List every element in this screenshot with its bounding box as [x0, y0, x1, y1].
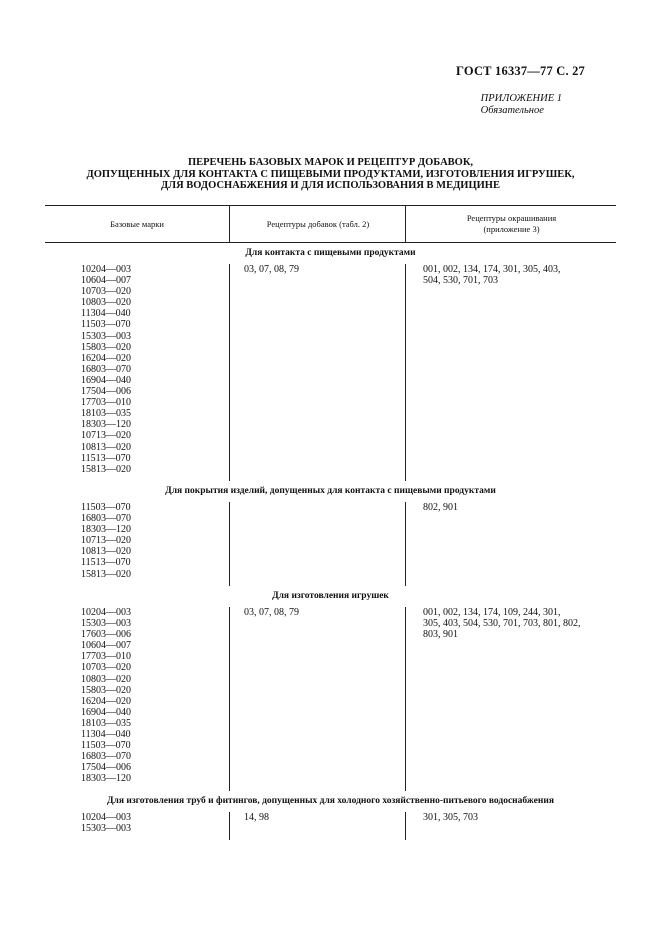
- base-grades-cell: [81, 812, 221, 834]
- section-title: Для контакта с пищевыми продуктами: [245, 248, 416, 258]
- header-additives: [229, 206, 406, 242]
- table-cell-line: 305, 403, 504, 530, 701, 703, 801, 802,: [423, 618, 581, 630]
- header-base-grades-label: Базовые марки: [110, 218, 164, 229]
- table-cell-line: 18303—120: [81, 419, 131, 431]
- column-divider: [229, 607, 230, 791]
- table-cell-line: 15803—020: [81, 684, 131, 696]
- table-cell-line: 17504—006: [81, 762, 131, 774]
- column-divider: [405, 502, 406, 586]
- title-line-1: ПЕРЕЧЕНЬ БАЗОВЫХ МАРОК И РЕЦЕПТУР ДОБАВОК,: [187, 157, 474, 168]
- coloring-cell: [423, 502, 609, 513]
- grades-table: [45, 205, 616, 840]
- table-cell-line: 16803—070: [81, 513, 131, 525]
- table-cell-line: 10813—020: [81, 546, 131, 558]
- table-body: [45, 246, 616, 840]
- table-cell-line: 17703—010: [81, 651, 131, 663]
- table-cell-line: 15303—003: [81, 823, 131, 835]
- document-code: ГОСТ 16337—77 С. 27: [456, 64, 585, 78]
- table-cell-line: 16904—040: [81, 374, 131, 386]
- base-grades-cell: [81, 607, 221, 785]
- table-cell-line: 11503—070: [81, 319, 131, 331]
- header-base-grades: [45, 206, 229, 242]
- coloring-cell: [423, 607, 609, 640]
- column-divider: [229, 264, 230, 481]
- table-cell-line: 03, 07, 08, 79: [244, 264, 299, 275]
- table-cell-line: 15813—020: [81, 463, 131, 475]
- header-additives-label: Рецептуры добавок (табл. 2): [266, 218, 370, 229]
- base-grades-cell: [81, 502, 221, 580]
- table-cell-line: 14, 98: [244, 812, 269, 823]
- table-cell-line: 803, 901: [423, 629, 458, 641]
- table-cell-line: 17703—010: [81, 397, 131, 409]
- header-coloring-note: (приложение 3): [483, 224, 540, 234]
- table-cell-line: 03, 07, 08, 79: [244, 607, 299, 618]
- section-title: Для изготовления игрушек: [272, 591, 389, 601]
- page-title: [40, 157, 621, 192]
- section-body: [45, 502, 616, 586]
- column-divider: [229, 812, 230, 840]
- table-cell-line: 10803—020: [81, 673, 131, 685]
- table-header: [45, 205, 616, 243]
- table-cell-line: 10813—020: [81, 441, 131, 453]
- table-cell-line: 11304—040: [81, 308, 131, 320]
- coloring-cell: [423, 264, 609, 286]
- table-cell-line: 11513—070: [81, 452, 131, 464]
- table-cell-line: 10604—007: [81, 640, 131, 652]
- table-cell-line: 16204—020: [81, 695, 131, 707]
- table-cell-line: 802, 901: [423, 502, 458, 513]
- table-cell-line: 18103—035: [81, 408, 131, 420]
- table-cell-line: 001, 002, 134, 174, 109, 244, 301,: [423, 607, 561, 618]
- table-cell-line: 10604—007: [81, 275, 131, 287]
- table-cell-line: 11304—040: [81, 729, 131, 741]
- table-cell-line: 301, 305, 703: [423, 812, 478, 823]
- section-body: [45, 812, 616, 840]
- column-divider: [405, 607, 406, 791]
- appendix-status: Обязательное: [480, 105, 544, 116]
- section-title: Для покрытия изделий, допущенных для контакта с пищевыми продуктами: [165, 486, 496, 496]
- header-coloring: [405, 206, 617, 242]
- table-cell-line: 17603—006: [81, 629, 131, 641]
- table-cell-line: 001, 002, 134, 174, 301, 305, 403,: [423, 264, 561, 275]
- table-cell-line: 10713—020: [81, 535, 131, 547]
- table-cell-line: 16904—040: [81, 706, 131, 718]
- table-cell-line: 15813—020: [81, 568, 131, 580]
- header-coloring-label: Рецептуры окрашивания: [466, 213, 557, 223]
- table-cell-line: 504, 530, 701, 703: [423, 275, 498, 287]
- table-cell-line: 11503—070: [81, 502, 131, 513]
- column-divider: [405, 812, 406, 840]
- table-cell-line: 15803—020: [81, 341, 131, 353]
- column-divider: [229, 502, 230, 586]
- section-body: [45, 607, 616, 791]
- table-cell-line: 15303—003: [81, 618, 131, 630]
- table-cell-line: 10204—003: [81, 812, 131, 823]
- table-cell-line: 10204—003: [81, 264, 131, 275]
- additives-cell: [244, 607, 394, 618]
- table-cell-line: 16204—020: [81, 352, 131, 364]
- table-cell-line: 17504—006: [81, 386, 131, 398]
- table-cell-line: 15303—003: [81, 330, 131, 342]
- table-cell-line: 10703—020: [81, 662, 131, 674]
- table-cell-line: 10703—020: [81, 286, 131, 298]
- additives-cell: [244, 812, 394, 823]
- appendix-number: ПРИЛОЖЕНИЕ 1: [480, 93, 562, 104]
- table-cell-line: 18103—035: [81, 717, 131, 729]
- table-cell-line: 16803—070: [81, 363, 131, 375]
- table-cell-line: 10204—003: [81, 607, 131, 618]
- table-cell-line: 10803—020: [81, 297, 131, 309]
- base-grades-cell: [81, 264, 221, 475]
- table-cell-line: 18303—120: [81, 524, 131, 536]
- appendix-label: [481, 93, 562, 117]
- title-line-2: ДОПУЩЕННЫХ ДЛЯ КОНТАКТА С ПИЩЕВЫМИ ПРОДУКТАМИ, ИЗГОТОВЛЕНИЯ ИГРУШЕК,: [86, 168, 575, 180]
- column-divider: [405, 264, 406, 481]
- title-line-3: ДЛЯ ВОДОСНАБЖЕНИЯ И ДЛЯ ИСПОЛЬЗОВАНИЯ В МЕДИЦИНЕ: [161, 180, 500, 191]
- table-cell-line: 11503—070: [81, 740, 131, 752]
- additives-cell: [244, 264, 394, 275]
- table-cell-line: 11513—070: [81, 557, 131, 569]
- table-cell-line: 18303—120: [81, 773, 131, 785]
- table-cell-line: 10713—020: [81, 430, 131, 442]
- section-body: [45, 264, 616, 481]
- table-cell-line: 16803—070: [81, 751, 131, 763]
- section-title: Для изготовления труб и фитингов, допущенных для холодного хозяйственно-питьевого водоснабжения: [107, 796, 554, 806]
- coloring-cell: [423, 812, 609, 823]
